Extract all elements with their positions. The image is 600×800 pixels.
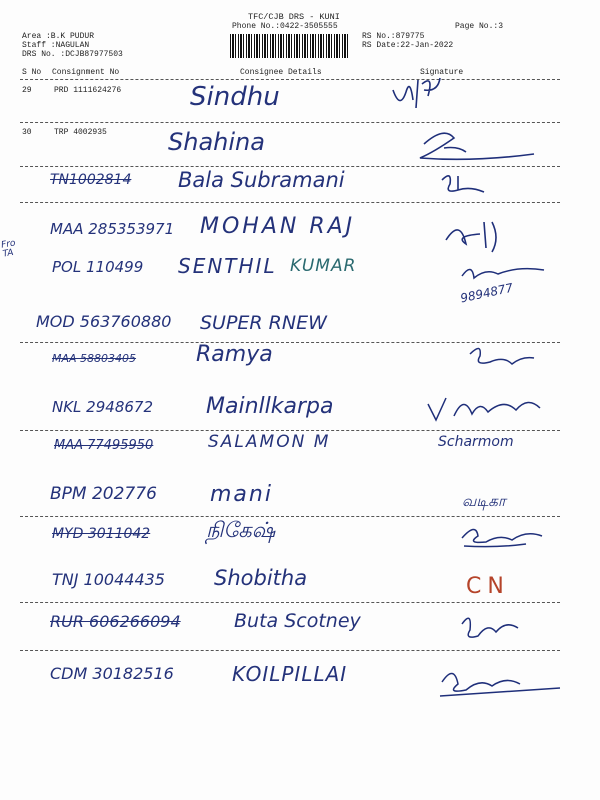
signature-row-9: வடிகா: [462, 492, 506, 510]
row-rule: [20, 122, 560, 123]
drs-number: DRS No. :DCJB87977503: [22, 50, 123, 59]
row-name-surname: KUMAR: [290, 256, 357, 276]
signature-row-12: [456, 610, 526, 646]
signature-row-3: [440, 216, 510, 256]
row-name: mani: [210, 482, 273, 507]
row-rule: [20, 602, 560, 603]
row-consignment: TN1002814: [50, 172, 132, 188]
row-name: நிகேஷ்: [206, 518, 276, 542]
staff-label: Staff :NAGULAN: [22, 41, 90, 50]
phone-note: 9894877: [459, 280, 515, 306]
row-rule: [20, 202, 560, 203]
row-consignment: MOD 563760880: [36, 312, 172, 331]
signature-row-7: [424, 390, 554, 426]
area-label: Area :B.K PUDUR: [22, 32, 95, 41]
row-name: Mainllkarpa: [206, 394, 334, 419]
margin-note: Fro TA: [0, 238, 17, 260]
col-consignment: Consignment No: [52, 68, 120, 77]
signature-row-13: [436, 662, 566, 702]
col-signature: Signature: [420, 68, 464, 77]
sheet-title: TFC/CJB DRS - KUNI: [248, 12, 340, 22]
signature-row-10: [456, 522, 556, 552]
barcode: [230, 34, 348, 58]
row-consignment: MAA 77495950: [54, 438, 154, 453]
row-name: Shobitha: [214, 566, 308, 590]
row-name: MOHAN RAJ: [200, 214, 356, 239]
row-consignment: RUR 606266094: [50, 612, 181, 631]
signature-row-0: [388, 70, 448, 114]
row-consignment: TRP 4002935: [54, 128, 107, 137]
cn-mark: CN: [466, 574, 510, 599]
row-consignment: CDM 30182516: [50, 664, 174, 683]
rs-number: RS No.:879775: [362, 32, 425, 41]
row-name: Sindhu: [190, 82, 280, 112]
row-consignment: NKL 2948672: [52, 398, 153, 416]
signature-row-1: [414, 124, 544, 168]
signature-row-8: Scharmom: [438, 434, 514, 450]
row-sno: 30: [22, 128, 32, 137]
signature-row-2: [436, 168, 496, 200]
row-name: SALAMON M: [208, 432, 331, 452]
row-name: Buta Scotney: [234, 610, 361, 632]
col-sno: S No: [22, 68, 42, 77]
row-consignment: BPM 202776: [50, 484, 157, 504]
row-consignment: POL 110499: [52, 258, 144, 276]
row-name: KOILPILLAI: [232, 662, 348, 686]
row-rule: [20, 166, 560, 167]
row-rule: [20, 650, 560, 651]
row-consignment: MAA 285353971: [50, 220, 175, 238]
phone-number: Phone No.:0422-3505555: [232, 22, 338, 31]
row-consignment: MYD 3011042: [52, 526, 151, 542]
row-name: SUPER RNEW: [200, 312, 327, 334]
page-number: Page No.:3: [455, 22, 504, 31]
row-name: Shahina: [168, 128, 265, 156]
header-rule: [20, 79, 560, 80]
row-consignment: MAA 58803405: [52, 352, 137, 365]
row-name: Bala Subramani: [178, 168, 345, 192]
row-name: Ramya: [196, 342, 273, 367]
row-consignment: TNJ 10044435: [52, 570, 165, 589]
row-consignment: PRD 1111624276: [54, 86, 122, 95]
row-rule: [20, 516, 560, 517]
row-rule: [20, 430, 560, 431]
row-name: SENTHIL: [178, 254, 277, 278]
row-sno: 29: [22, 86, 32, 95]
rs-date: RS Date:22-Jan-2022: [362, 41, 454, 50]
col-details: Consignee Details: [240, 68, 322, 77]
signature-row-6: [464, 342, 544, 374]
